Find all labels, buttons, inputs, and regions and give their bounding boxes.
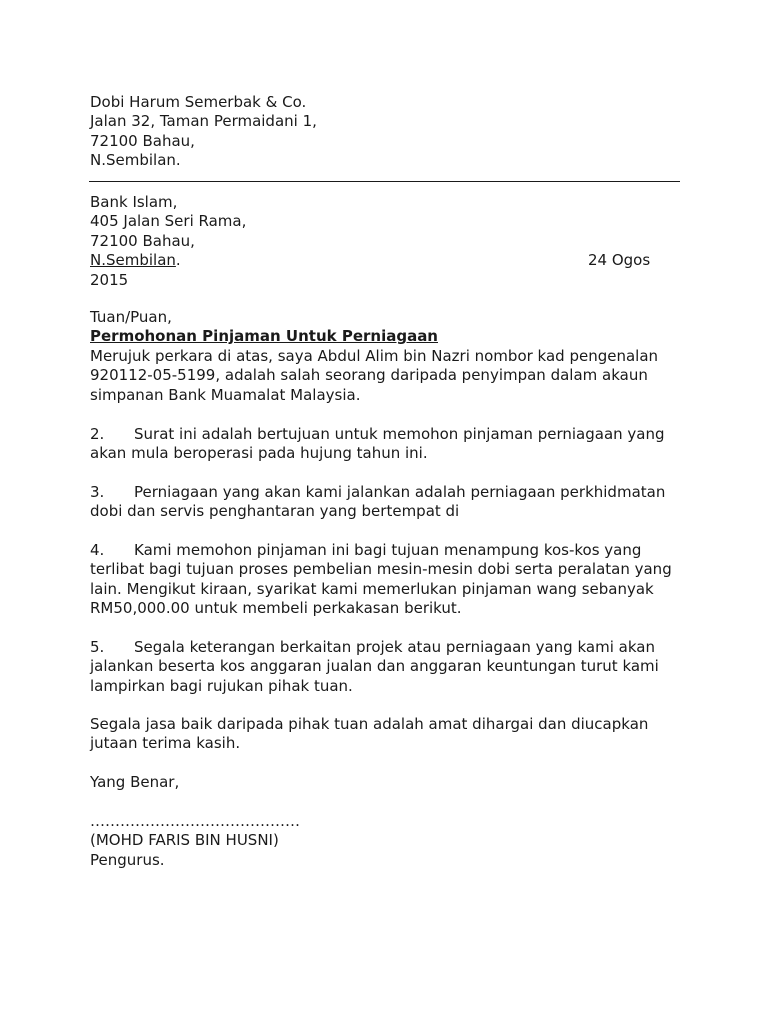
paragraph-3 <box>90 483 690 522</box>
paragraph-3-line <box>90 483 690 502</box>
paragraph-number: 3. <box>90 483 105 501</box>
paragraph-number: 2. <box>90 425 105 443</box>
recipient-name: Bank Islam, <box>90 193 178 211</box>
sender-company: Dobi Harum Semerbak & Co. <box>90 93 307 111</box>
paragraph-number: 5. <box>90 638 105 656</box>
sign-off: Yang Benar, <box>90 773 180 791</box>
signature-block <box>90 773 690 870</box>
paragraph-5 <box>90 638 690 696</box>
signature-dotted-line: …………………………………… <box>90 811 300 830</box>
paragraph-4-line: RM50,000.00 untuk membeli perkakasan berikut. <box>90 599 462 618</box>
paragraph-1-line: simpanan Bank Muamalat Malaysia. <box>90 385 361 404</box>
letter-date-day-month: 24 Ogos <box>588 251 651 269</box>
paragraph-text: Kami memohon pinjaman ini bagi tujuan menampung kos-kos yang <box>134 541 642 559</box>
paragraph-text: Surat ini adalah bertujuan untuk memohon pinjaman perniagaan yang <box>134 425 665 443</box>
recipient-state: N.Sembilan <box>90 251 176 270</box>
closing-line: jutaan terima kasih. <box>90 734 241 753</box>
paragraph-number: 4. <box>90 541 105 559</box>
paragraph-1-line: 920112-05-5199, adalah salah seorang daripada penyimpan dalam akaun <box>90 366 648 385</box>
sender-state: N.Sembilan. <box>90 151 181 170</box>
closing-paragraph <box>90 715 690 754</box>
salutation: Tuan/Puan, <box>90 308 172 326</box>
recipient-state-punct: . <box>175 251 181 270</box>
paragraph-5-line: jalankan beserta kos anggaran jualan dan anggaran keuntungan turut kami <box>90 657 659 676</box>
sender-street: Jalan 32, Taman Permaidani 1, <box>90 112 317 131</box>
paragraph-5-line <box>90 638 690 657</box>
recipient-postcode-city: 72100 Bahau, <box>90 231 195 250</box>
paragraph-text: Segala keterangan berkaitan projek atau perniagaan yang kami akan <box>134 638 655 656</box>
paragraph-3-line: dobi dan servis penghantaran yang bertempat di <box>90 502 460 521</box>
paragraph-4-line: terlibat bagi tujuan proses pembelian mesin-mesin dobi serta peralatan yang <box>90 560 672 579</box>
paragraph-2 <box>90 425 690 464</box>
paragraph-2-line: akan mula beroperasi pada hujung tahun ini. <box>90 444 428 463</box>
paragraph-2-line <box>90 425 690 444</box>
closing-line: Segala jasa baik daripada pihak tuan adalah amat dihargai dan diucapkan <box>90 715 649 733</box>
letter-date-year: 2015 <box>90 271 129 289</box>
paragraph-text: Perniagaan yang akan kami jalankan adalah perniagaan perkhidmatan <box>134 483 666 501</box>
paragraph-1-line: Merujuk perkara di atas, saya Abdul Alim bin Nazri nombor kad pengenalan <box>90 346 659 365</box>
subject-heading: Permohonan Pinjaman Untuk Perniagaan <box>90 327 438 346</box>
sender-postcode-city: 72100 Bahau, <box>90 131 195 150</box>
paragraph-5-line: lampirkan bagi rujukan pihak tuan. <box>90 676 353 695</box>
letter-opening <box>90 308 690 405</box>
sender-address <box>90 93 690 171</box>
recipient-street: 405 Jalan Seri Rama, <box>90 212 247 231</box>
paragraph-4-line: lain. Mengikut kiraan, syarikat kami memerlukan pinjaman wang sebanyak <box>90 579 654 598</box>
paragraph-4 <box>90 541 690 619</box>
signatory-name: (MOHD FARIS BIN HUSNI) <box>90 831 279 850</box>
paragraph-4-line <box>90 541 690 560</box>
signatory-title: Pengurus. <box>90 850 165 869</box>
letter-date-year-block <box>90 271 690 290</box>
header-divider <box>89 181 680 182</box>
signature-spacer <box>90 792 690 811</box>
